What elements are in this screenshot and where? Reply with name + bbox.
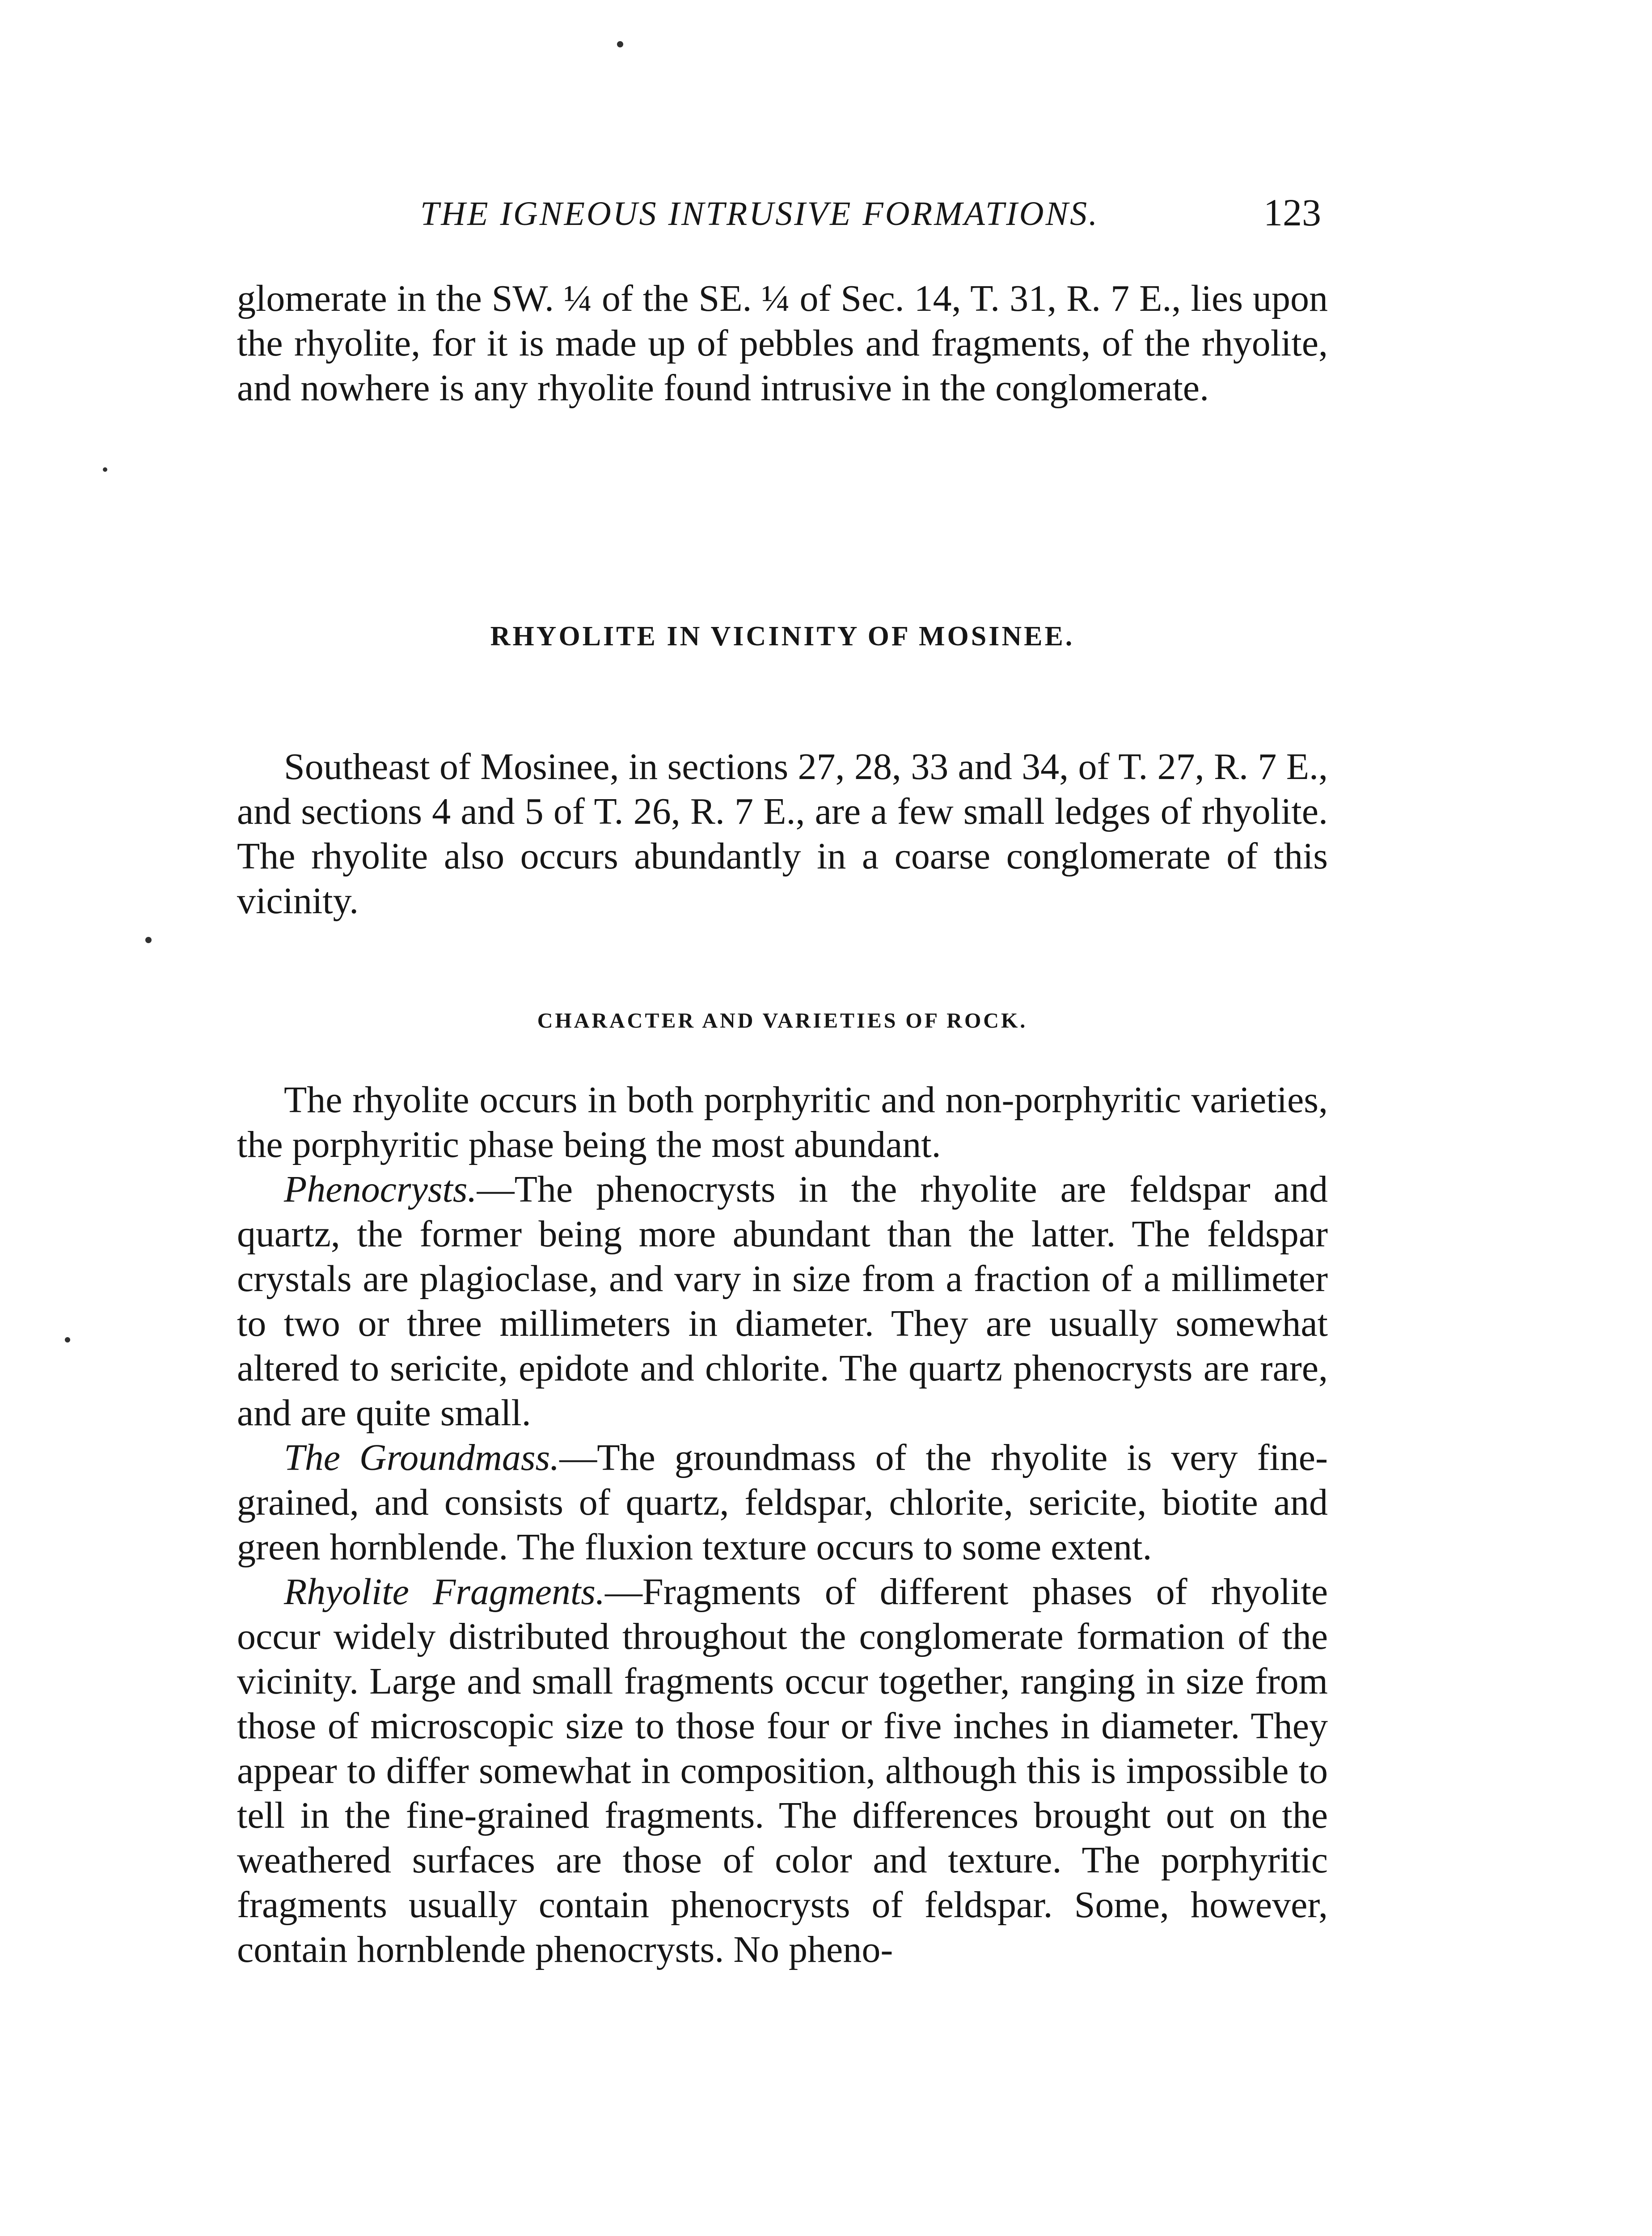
opening-paragraph: glomerate in the SW. ¼ of the SE. ¼ of Sec. 14, T. 31, R. 7 E., lies upon the rhyolite, for it is made up of pebbles and fragments, of the rhyolite, and nowhere is any rhyolite found intrusive in the conglomerate. [237, 278, 1328, 409]
paragraph-varieties [237, 1078, 1328, 1167]
ink-speck [617, 41, 623, 47]
paragraph-lead: The Groundmass. [284, 1437, 560, 1478]
paragraph-lead: Rhyolite Fragments. [284, 1571, 605, 1613]
paragraph-phenocrysts [237, 1167, 1328, 1436]
running-head [237, 190, 1328, 239]
ink-speck [145, 937, 152, 943]
paragraph-text: —Fragments of different phases of rhyolite occur widely distributed throughout the conglomerate formation of the vicinity. Large and small fragments occur together, ranging in size from those of microscopic size to those four or five inches in diameter. They appear to differ somewhat in composition, although this is impossible to tell in the fine-grained fragments. The differences brought out on the weathered surfaces are those of color and texture. The porphyritic fragments usually contain phenocrysts of feldspar. Some, however, contain hornblende phenocrysts. No pheno- [237, 1571, 1328, 1970]
paragraph-text: —The groundmass of the rhyolite is very fine-grained, and consists of quartz, feldspar, chlorite, sericite, biotite and green hornblende. The fluxion texture occurs to some extent. [237, 1437, 1328, 1568]
ink-speck [103, 467, 107, 472]
paragraph-rhyolite-fragments [237, 1570, 1328, 1972]
page-number: 123 [1263, 191, 1321, 234]
rock-description [237, 1078, 1328, 1972]
running-title: THE IGNEOUS INTRUSIVE FORMATIONS. [420, 195, 1099, 233]
paragraph-groundmass [237, 1436, 1328, 1570]
section-heading: RHYOLITE IN VICINITY OF MOSINEE. [490, 621, 1075, 652]
section-paragraph: Southeast of Mosinee, in sections 27, 28, 33 and 34, of T. 27, R. 7 E., and sections 4 and 5 of T. 26, R. 7 E., are a few small ledges of rhyolite. The rhyolite also occurs abundantly in a coarse conglomerate of this vicinity. [237, 746, 1328, 922]
ink-speck [65, 1337, 70, 1342]
paragraph-text: The rhyolite occurs in both porphyritic and non-porphyritic varieties, the porphyritic phase being the most abundant. [237, 1079, 1328, 1165]
paragraph-text: —The phenocrysts in the rhyolite are feldspar and quartz, the former being more abundant than the latter. The feldspar crystals are plagioclase, and vary in size from a fraction of a millimeter to two or three millimeters in diameter. They are usually somewhat altered to sericite, epidote and chlorite. The quartz phenocrysts are rare, and are quite small. [237, 1169, 1328, 1434]
subsection-heading: CHARACTER AND VARIETIES OF ROCK. [537, 1009, 1028, 1033]
paragraph-lead: Phenocrysts. [284, 1169, 477, 1210]
